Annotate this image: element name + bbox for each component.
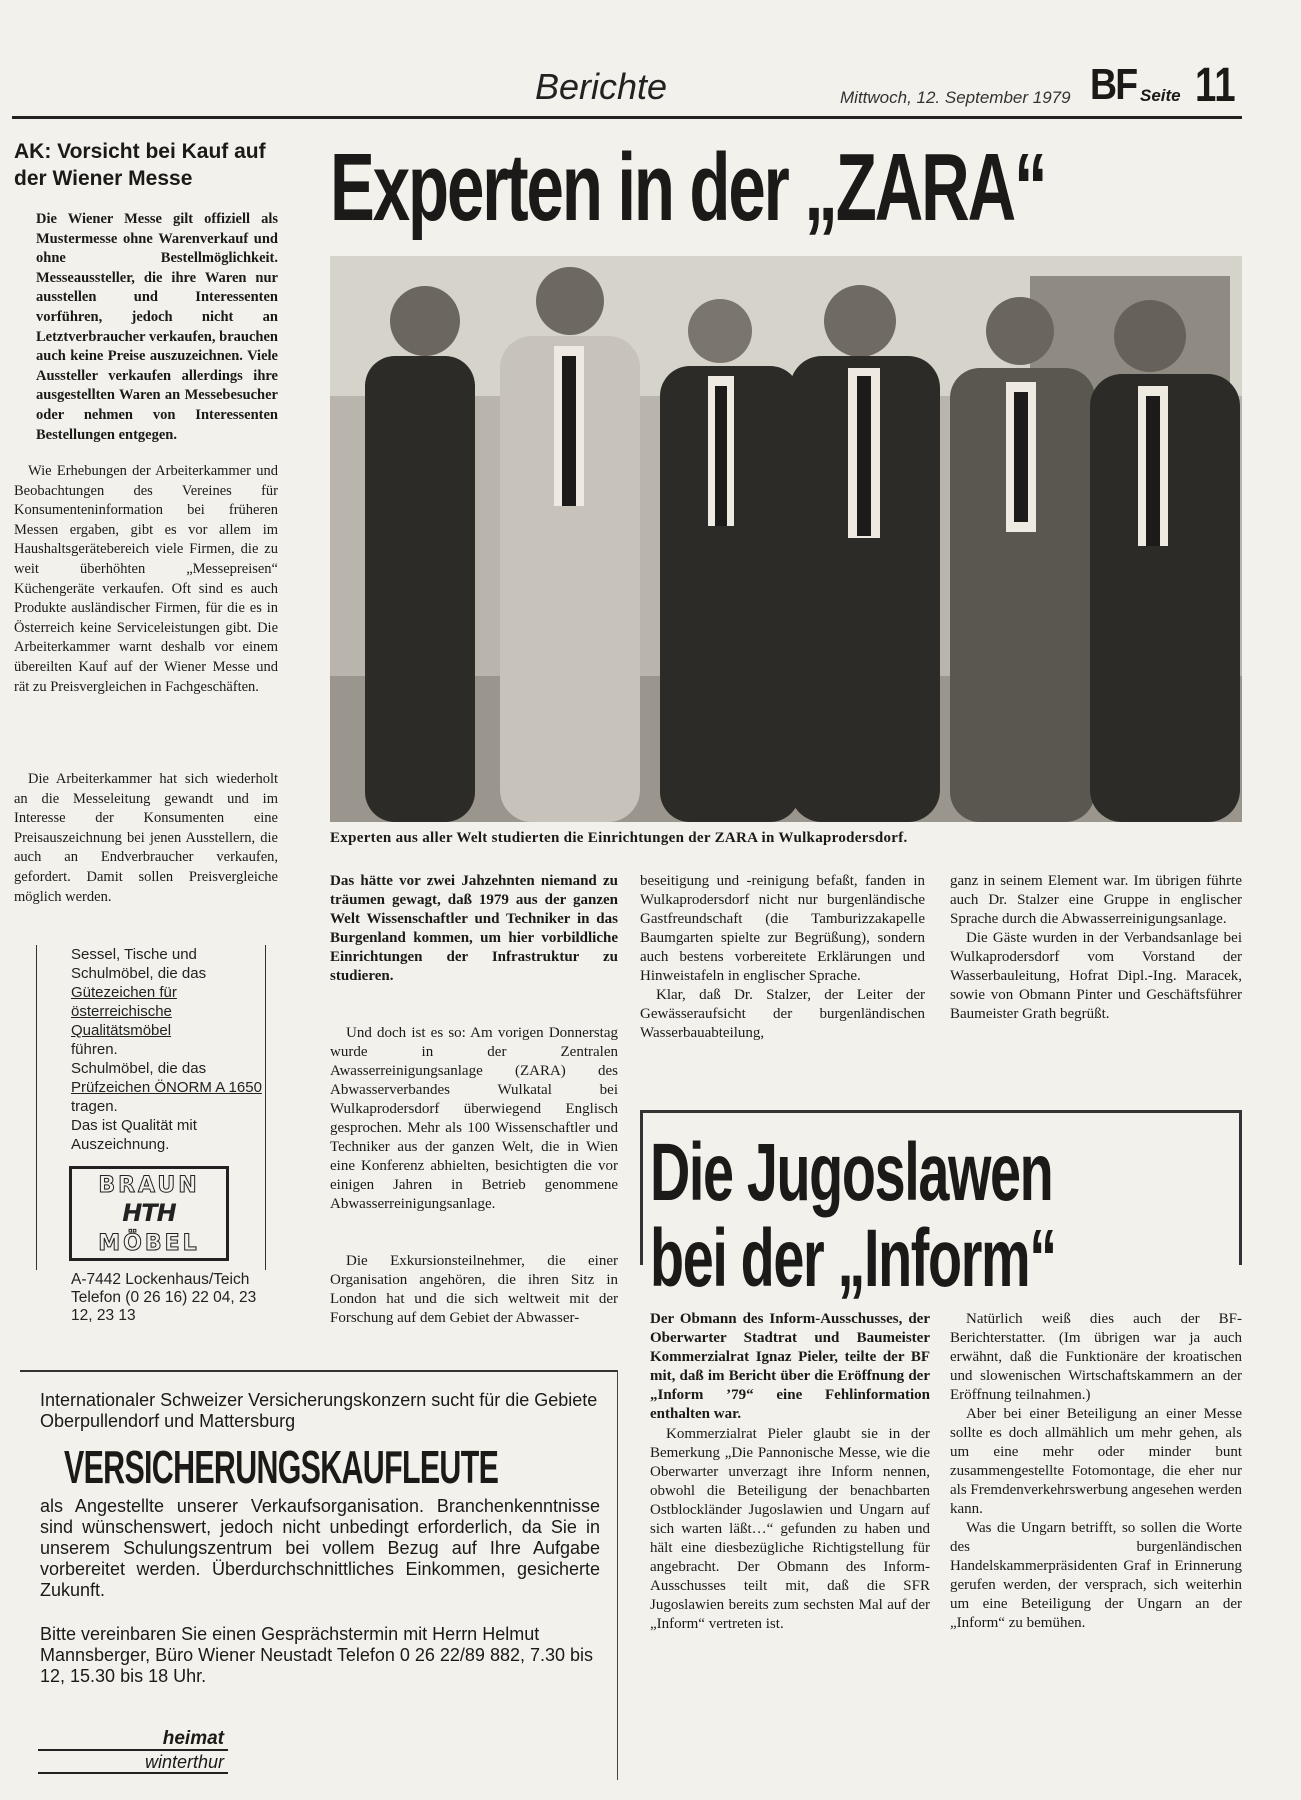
column-divider <box>617 1370 618 1780</box>
logo-text: heimat <box>38 1728 228 1751</box>
paragraph-text: Die Gäste wurden in der Verbandsanlage bei Wulkaprodersdorf vom Vorstand der Wasserbauleitung, Hofrat Dipl.-Ing. Maracek, sowie von Obmann Pinter und Geschäftsführer Baumeister Grath begrüßt. <box>950 930 1242 1022</box>
inform-column-1 <box>650 1425 930 1634</box>
zara-paragraph <box>330 1252 618 1328</box>
left-article-lead: Die Wiener Messe gilt offiziell als Mustermesse ohne Warenverkauf und ohne Bestellmöglichkeit. Messeaussteller, die ihre Waren nur ausstellen und Interessenten vorführen, jedoch nicht an Letztverbraucher verkaufen, brauchen auch keine Preise auszuzeichnen. Viele Aussteller verkaufen allerdings ihre ausgestellten Waren an Messebesucher oder nehmen von Interessenten Bestellungen entgegen. <box>36 211 278 443</box>
paragraph-text: Und doch ist es so: Am vorigen Donnerstag wurde in der Zentralen Awasserreinigungsanlage (ZARA) des Abwasserverbandes Wulkatal bei Wulkaprodersdorf überwiegend Englisch gesprochen. Mehr als 100 Wissenschaftler und Techniker aus der ganzen Welt, die in Wien eine Konferenz abhielten, besichtigten die vor einigen Jahren in Betrieb genommene Abwasserreinigungsanlage. <box>330 1025 618 1212</box>
ad-text: tragen. <box>71 1098 118 1115</box>
photo-illustration <box>330 256 1242 822</box>
paragraph-text: Die Exkursionsteilnehmer, die einer Organisation angehören, die ihren Sitz in London hat und die sich weltweit mit der Forschung auf dem Gebiet der Abwasser- <box>330 1253 618 1326</box>
zara-lead: Das hätte vor zwei Jahzehnten niemand zu träumen gewagt, daß 1979 aus der ganzen Welt Wissenschaftler und Techniker in das Burgenland kommen, um hier vorbildliche Einrichtungen der Infrastruktur zu studieren. <box>330 873 618 984</box>
newspaper-logo: BF <box>1090 60 1137 109</box>
ad-text: Schulmöbel, die das <box>71 1060 207 1077</box>
insurance-ad-title: VERSICHERUNGSKAUFLEUTE <box>64 1441 499 1493</box>
inform-box-right <box>1239 1110 1242 1265</box>
ad-text: Gütezeichen für österreichische Qualitätsmöbel <box>71 984 177 1039</box>
insurance-ad-contact: Bitte vereinbaren Sie einen Gesprächstermin mit Herrn Helmut Mannsberger, Büro Wiener Neustadt Telefon 0 26 22/89 882, 7.30 bis 12, 15.30 bis 18 Uhr. <box>40 1624 594 1686</box>
headline-line: Die Jugoslawen <box>650 1127 1053 1218</box>
left-article-paragraph: Wie Erhebungen der Arbeiterkammer und Beobachtungen des Vereines für Konsumenteninformation bei früheren Messen ergaben, gibt es vor allem im Haushaltsgerätebereich viele Firmen, die zu weit überhöhten „Messepreisen“ Küchengeräte verkaufen. Oft sind es auch Produkte ausländischer Firmen, für die es in Österreich keine Serviceleistungen gibt. Die Arbeiterkammer warnt deshalb vor einem übereilten Kauf auf der Wiener Messe und rät zu Preisvergleichen in Fachgeschäften. <box>14 463 278 695</box>
paragraph-text: Klar, daß Dr. Stalzer, der Leiter der Gewässeraufsicht der burgenländischen Wasserbauabteilung, <box>640 987 925 1041</box>
paragraph-text: Kommerzialrat Pieler glaubt sie in der Bemerkung „Die Pannonische Messe, wie die Oberwarter unverzagt ihre Inform nennen, obwohl die Beteiligung der benachbarten Ostblockländer Jugoslawien und Ungarn auf sich warten läßt…“ gefunden zu haben und hält eine diesbezügliche Richtigstellung für angebracht. Der Obmann des Inform-Ausschusses teilt mit, daß die SFR Jugoslawien bereits zum sechsten Mal auf der „Inform“ vertreten ist. <box>650 1426 930 1632</box>
paragraph-text: Was die Ungarn betrifft, so sollen die Worte des burgenländischen Handelskammerpräsidenten Graf in Erinnerung gerufen werden, der versprach, sich weiterhin um eine Beteiligung der Ungarn an der „Inform“ zu bemühen. <box>950 1520 1242 1631</box>
ad-text: führen. <box>71 1041 118 1058</box>
ad-text: Sessel, Tische und Schulmöbel, die das <box>71 946 207 982</box>
inform-box-left <box>640 1110 643 1265</box>
paragraph-text: Natürlich weiß dies auch der BF-Berichterstatter. (Im übrigen war ja auch erwähnt, daß die Funktionäre der kroatischen und slowenischen Wirtschaftskammern an der Eröffnung teilnahmen.) <box>950 1311 1242 1403</box>
ad-divider <box>20 1370 618 1372</box>
zara-column-2 <box>640 872 925 1043</box>
left-article-title: AK: Vorsicht bei Kauf auf der Wiener Messe <box>14 140 266 190</box>
zara-headline: Experten in der „ZARA“ <box>330 134 1046 241</box>
inform-headline <box>650 1127 1058 1304</box>
winterthur-logo <box>38 1728 228 1774</box>
masthead-rule <box>12 116 1242 119</box>
logo-text: HTH <box>122 1199 176 1227</box>
logo-text: MÖBEL <box>98 1231 200 1256</box>
left-article-paragraph: Die Arbeiterkammer hat sich wiederholt an die Messeleitung gewandt und im Interesse der Konsumenten eine Preisauszeichnung bei jenen Ausstellern, die auch an Endverbraucher verkaufen, gefordert. Damit sollen Preisvergleiche möglich werden. <box>14 771 278 905</box>
furniture-advertisement <box>36 945 266 1324</box>
page-number: 11 <box>1195 59 1236 112</box>
issue-date: Mittwoch, 12. September 1979 <box>840 88 1071 107</box>
photo-caption: Experten aus aller Welt studierten die Einrichtungen der ZARA in Wulkaprodersdorf. <box>330 830 908 846</box>
logo-text: winterthur <box>38 1751 228 1774</box>
zara-paragraph <box>330 1024 618 1214</box>
ad-text: Prüfzeichen ÖNORM A 1650 <box>71 1079 262 1096</box>
group-photo <box>330 256 1242 822</box>
zara-column-3 <box>950 872 1242 1024</box>
insurance-ad-intro: Internationaler Schweizer Versicherungskonzern sucht für die Gebiete Oberpullendorf und Mattersburg <box>40 1390 598 1431</box>
page-label: Seite <box>1140 86 1181 105</box>
paragraph-text: Aber bei einer Beteiligung an einer Messe sollte es doch allmählich um mehr gehen, als um eine mehr oder minder bunt zusammengestellte Fotomontage, die eher nur als Fremdenverkehrswerbung angesehen werden kann. <box>950 1406 1242 1517</box>
section-name: Berichte <box>535 66 668 107</box>
inform-box-top <box>640 1110 1242 1113</box>
braun-moebel-logo <box>69 1166 229 1261</box>
insurance-ad-body: als Angestellte unserer Verkaufsorganisation. Branchenkenntnisse sind wünschenswert, jedoch nicht unbedingt erforderlich, da Sie in unserem Schulungszentrum bei vollem Bezug auf Ihre Aufgabe vorbereitet werden. Überdurchschnittliches Einkommen, gesicherte Zukunft. <box>40 1496 600 1600</box>
ad-address: A-7442 Lockenhaus/Teich Telefon (0 26 16) 22 04, 23 12, 23 13 <box>71 1271 257 1324</box>
inform-column-2 <box>950 1310 1242 1633</box>
inform-lead: Der Obmann des Inform-Ausschusses, der Oberwarter Stadtrat und Baumeister Kommerzialrat Ignaz Pieler, teilte der BF mit, daß im Bericht über die Eröffnung der „Inform ’79“ eine Fehlinformation enthalten war. <box>650 1311 930 1422</box>
logo-text: BRAUN <box>98 1173 200 1198</box>
paragraph-text: beseitigung und -reinigung befaßt, fanden in Wulkaprodersdorf nicht nur burgenländische Gastfreundschaft (die Tamburizzakapelle Baumgarten spielte zur Begrüßung), sondern auch bestens vorbereitete Erklärungen und Hinweistafeln in englischer Sprache. <box>640 873 925 984</box>
ad-text: Das ist Qualität mit Auszeichnung. <box>71 1117 197 1153</box>
headline-line: bei der „Inform“ <box>650 1213 1056 1304</box>
paragraph-text: ganz in seinem Element war. Im übrigen führte auch Dr. Stalzer eine Gruppe in englischer Sprache durch die Abwasserreinigungsanlage. <box>950 873 1242 927</box>
